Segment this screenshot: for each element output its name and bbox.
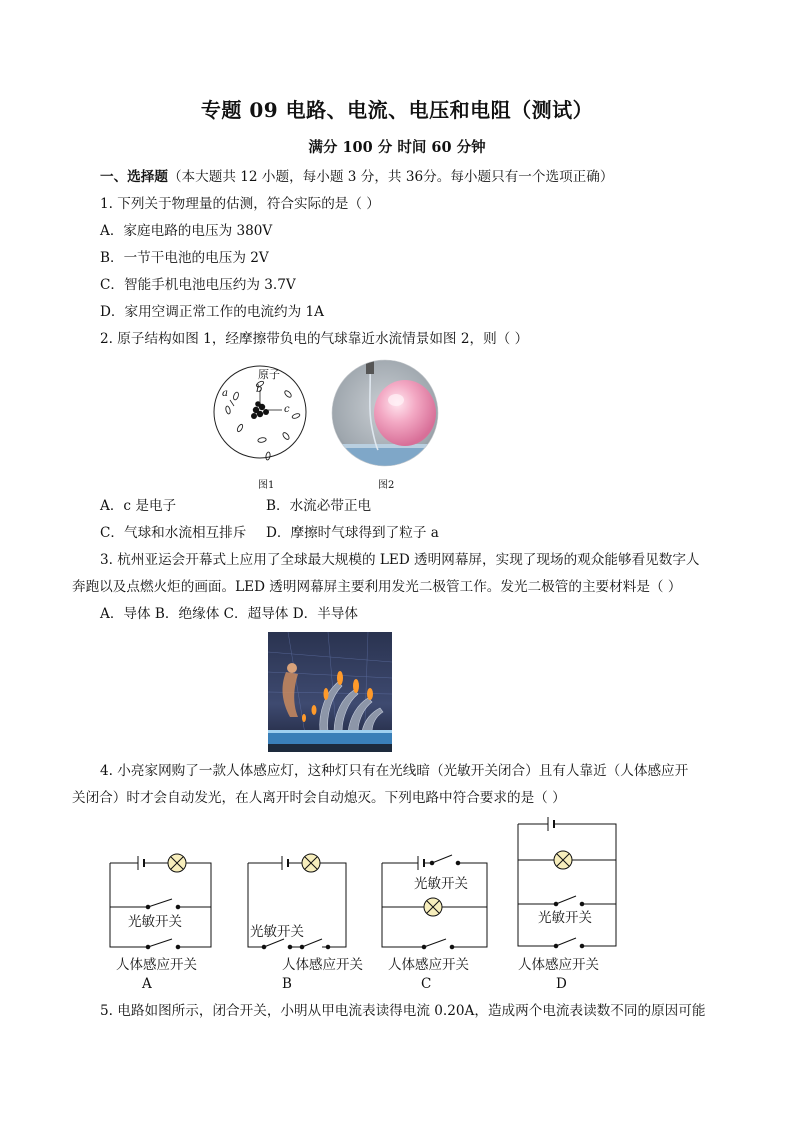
fig2-caption: 图2 xyxy=(378,480,395,491)
lamp-icon xyxy=(168,854,186,872)
q1-option-b: B．一节干电池的电压为 2V xyxy=(100,250,269,266)
fig1-label-a: a xyxy=(222,388,228,399)
circuit-a-light-switch-label: 光敏开关 xyxy=(128,914,182,930)
lamp-icon xyxy=(424,898,442,916)
circuit-b-light-switch-label: 光敏开关 xyxy=(250,924,304,940)
section-title: 一、选择题 xyxy=(100,169,168,185)
torch-ceremony-photo xyxy=(268,632,392,752)
q2-option-a: A．c 是电子 xyxy=(100,498,177,514)
section-heading xyxy=(100,168,613,186)
q2-option-c: C．气球和水流相互排斥 xyxy=(100,525,247,541)
section-desc: （本大题共 12 小题，每小题 3 分，共 36分。每小题只有一个选项正确） xyxy=(167,169,614,185)
q3-line1: 3. 杭州亚运会开幕式上应用了全球最大规模的 LED 透明网幕屏，实现了现场的观众能够看见数字人 xyxy=(100,552,700,568)
circuit-a xyxy=(100,845,220,955)
q2-option-d: D．摩擦时气球得到了粒子 a xyxy=(266,525,439,541)
circuit-c-light-switch-label: 光敏开关 xyxy=(414,876,468,892)
q4-line1: 4. 小亮家网购了一款人体感应灯，这种灯只有在光线暗（光敏开关闭合）且有人靠近（人体感应开 xyxy=(100,763,689,779)
q1-option-a: A．家庭电路的电压为 380V xyxy=(100,223,273,239)
lamp-icon xyxy=(554,851,572,869)
circuit-c-body-switch-label: 人体感应开关 xyxy=(388,957,469,973)
fig1-label-b: b xyxy=(256,384,263,395)
lamp-icon xyxy=(302,854,320,872)
q1-option-c: C．智能手机电池电压约为 3.7V xyxy=(100,277,296,293)
balloon-water-photo xyxy=(330,358,440,468)
circuit-a-letter: A xyxy=(142,976,152,992)
circuit-b-body-switch-label: 人体感应开关 xyxy=(282,957,363,973)
circuit-d xyxy=(508,812,628,952)
circuit-d-body-switch-label: 人体感应开关 xyxy=(518,957,599,973)
q2-stem: 2. 原子结构如图 1，经摩擦带负电的气球靠近水流情景如图 2，则（ ） xyxy=(100,331,529,347)
fig1-caption: 图1 xyxy=(258,480,275,491)
circuit-a-body-switch-label: 人体感应开关 xyxy=(116,957,197,973)
page-subtitle: 满分 100 分 时间 60 分钟 xyxy=(308,139,486,156)
q5-line1: 5. 电路如图所示，闭合开关，小明从甲电流表读得电流 0.20A，造成两个电流表读数不同的原因可能 xyxy=(100,1003,706,1019)
circuit-d-letter: D xyxy=(556,976,567,992)
fig1-atom-label: 原子 xyxy=(258,368,280,381)
circuit-b-letter: B xyxy=(282,976,292,992)
q3-line2: 奔跑以及点燃火炬的画面。LED 透明网幕屏主要利用发光二极管工作。发光二极管的主要材料是（ ） xyxy=(72,579,682,595)
q3-options: A．导体 B．绝缘体 C．超导体 D．半导体 xyxy=(100,606,358,622)
circuit-c-letter: C xyxy=(421,976,432,992)
q1-stem: 1. 下列关于物理量的估测，符合实际的是（ ） xyxy=(100,196,380,212)
circuit-c xyxy=(372,845,492,955)
fig1-label-c: c xyxy=(284,404,290,415)
q2-option-b: B．水流必带正电 xyxy=(266,498,372,514)
page-title: 专题 09 电路、电流、电压和电阻（测试） xyxy=(200,98,594,122)
q4-line2: 关闭合）时才会自动发光，在人离开时会自动熄灭。下列电路中符合要求的是（ ） xyxy=(72,790,566,806)
circuit-d-light-switch-label: 光敏开关 xyxy=(538,910,592,926)
q1-option-d: D．家用空调正常工作的电流约为 1A xyxy=(100,304,324,320)
